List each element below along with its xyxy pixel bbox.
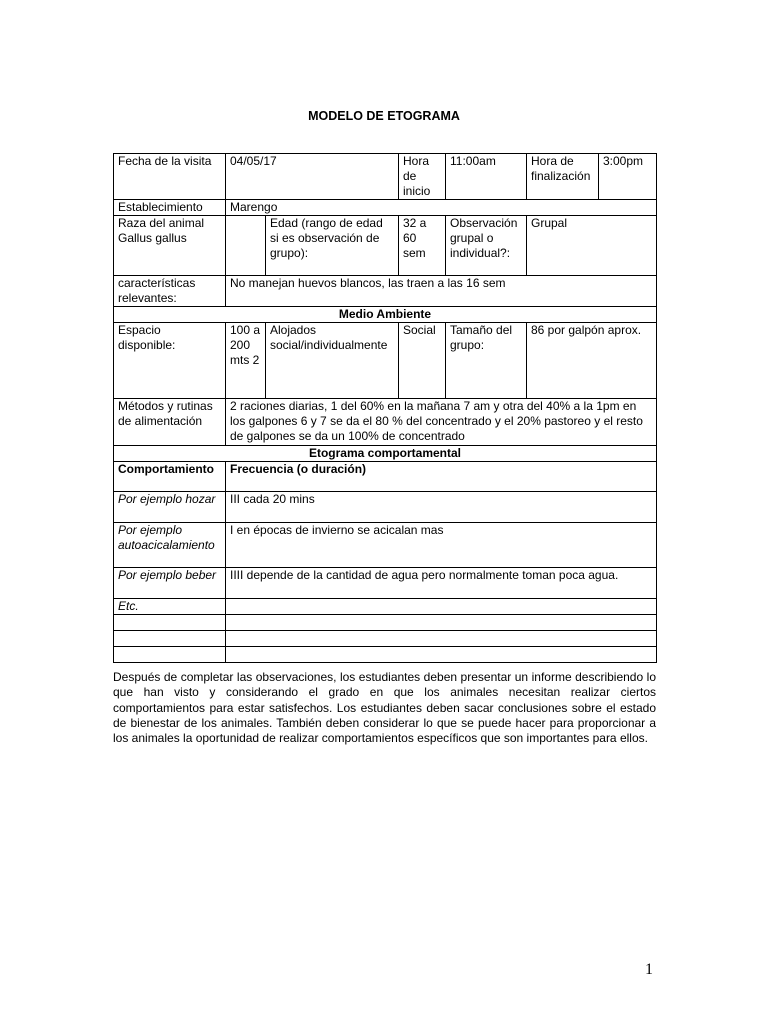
behavior-cell — [114, 615, 226, 631]
raza-label: Raza del animal Gallus gallus — [114, 216, 226, 276]
frequency-cell — [226, 647, 657, 663]
page-number: 1 — [645, 961, 653, 978]
behavior-cell — [114, 647, 226, 663]
frequency-cell — [226, 599, 657, 615]
table-row — [114, 615, 657, 631]
table-row — [114, 492, 657, 523]
behavior-cell — [114, 631, 226, 647]
ethogram-table — [113, 153, 657, 663]
table-row — [114, 599, 657, 615]
establecimiento-value: Marengo — [226, 200, 657, 216]
observacion-value: Grupal — [527, 216, 657, 276]
table-row — [114, 647, 657, 663]
espacio-value: 100 a 200 mts 2 — [226, 323, 266, 399]
behavior-cell: Por ejemplo hozar — [114, 492, 226, 523]
hora-fin-label: Hora de finalización — [527, 154, 599, 200]
hora-inicio-value: 11:00am — [446, 154, 527, 200]
behavior-cell: Etc. — [114, 599, 226, 615]
observacion-label: Observación grupal o individual?: — [446, 216, 527, 276]
etograma-heading: Etograma comportamental — [114, 446, 657, 462]
edad-label: Edad (rango de edad si es observación de grupo): — [266, 216, 399, 276]
table-row — [114, 568, 657, 599]
fecha-label: Fecha de la visita — [114, 154, 226, 200]
metodos-value: 2 raciones diarias, 1 del 60% en la mañana 7 am y otra del 40% a la 1pm en los galpones 6 y 7 se da el 80 % del concentrado y el 20% pastoreo y el resto de galpones se da un 100% de concentrado — [226, 399, 657, 446]
raza-value — [226, 216, 266, 276]
hora-inicio-label: Hora de inicio — [399, 154, 446, 200]
frequency-cell: I en épocas de invierno se acicalan mas — [226, 523, 657, 568]
espacio-label: Espacio disponible: — [114, 323, 226, 399]
table-row — [114, 523, 657, 568]
table-row — [114, 631, 657, 647]
hora-fin-value: 3:00pm — [599, 154, 657, 200]
frecuencia-header: Frecuencia (o duración) — [226, 462, 657, 492]
medio-ambiente-heading: Medio Ambiente — [114, 307, 657, 323]
document-title: MODELO DE ETOGRAMA — [308, 109, 460, 123]
metodos-label: Métodos y rutinas de alimentación — [114, 399, 226, 446]
fecha-value: 04/05/17 — [226, 154, 399, 200]
caracteristicas-value: No manejan huevos blancos, las traen a las 16 sem — [226, 276, 657, 307]
frequency-cell: IIII depende de la cantidad de agua pero normalmente toman poca agua. — [226, 568, 657, 599]
caracteristicas-label: características relevantes: — [114, 276, 226, 307]
instructions-paragraph: Después de completar las observaciones, los estudiantes deben presentar un informe describiendo lo que han visto y considerando el grado en que los animales necesitan realizar ciertos comportamientos para estar satisfechos. Los estudiantes deben sacar conclusiones sobre el estado de bienestar de los animales. También deben considerar lo que se puede hacer para proporcionar a los animales la oportunidad de realizar comportamientos específicos que son importantes para ellos. — [113, 670, 656, 746]
frequency-cell — [226, 615, 657, 631]
behavior-cell: Por ejemplo beber — [114, 568, 226, 599]
tamano-label: Tamaño del grupo: — [446, 323, 527, 399]
frequency-cell — [226, 631, 657, 647]
establecimiento-label: Establecimiento — [114, 200, 226, 216]
alojados-value: Social — [399, 323, 446, 399]
alojados-label: Alojados social/individualmente — [266, 323, 399, 399]
frequency-cell: III cada 20 mins — [226, 492, 657, 523]
tamano-value: 86 por galpón aprox. — [527, 323, 657, 399]
comportamiento-header: Comportamiento — [114, 462, 226, 492]
behavior-cell: Por ejemplo autoacicalamiento — [114, 523, 226, 568]
edad-value: 32 a 60 sem — [399, 216, 446, 276]
